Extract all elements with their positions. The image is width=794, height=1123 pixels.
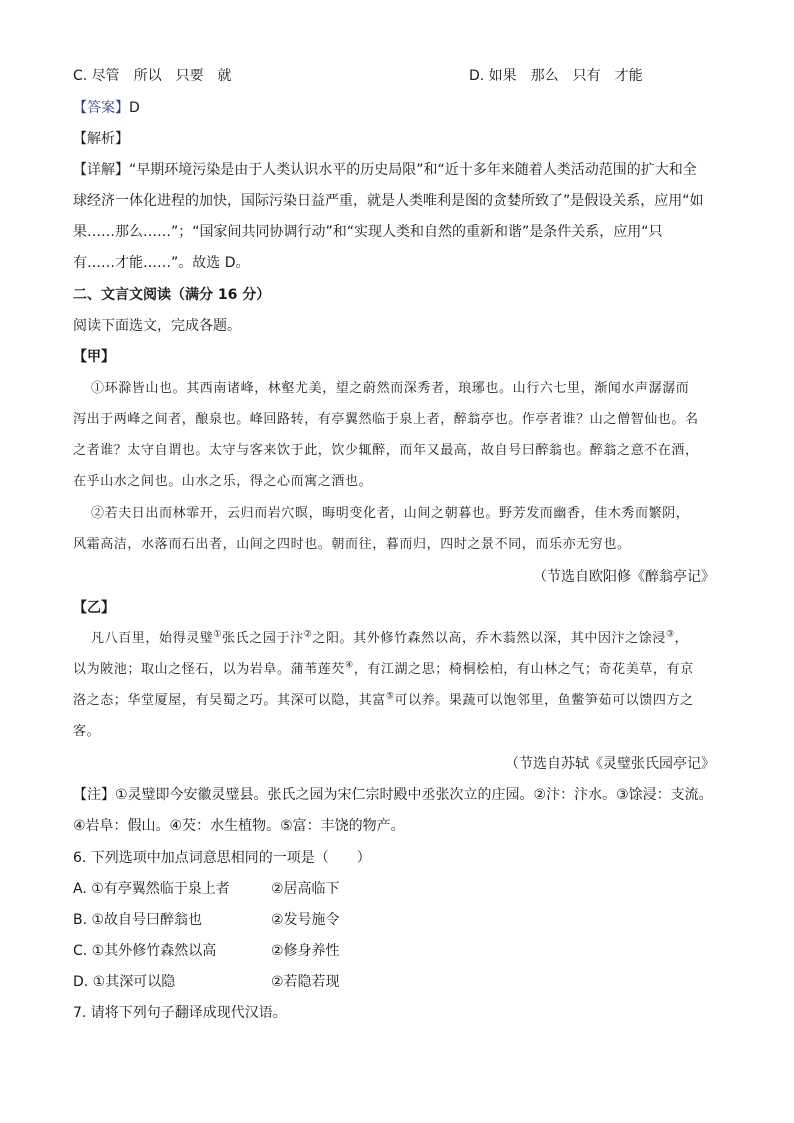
passage-yi-label: 【乙】 — [73, 600, 115, 616]
q6-stem: 6. 下列选项中加点词意思相同的一项是（ ） — [73, 850, 371, 866]
q6-option-a-part1: A. ①有亭翼然临于泉上者 — [73, 881, 230, 897]
jia-para2-line2: 风霜高洁，水落而石出者，山间之四时也。朝而往，暮而归，四时之景不同，而乐亦无穷也。 — [73, 537, 631, 552]
q6-option-b-part2: ②发号施令 — [271, 912, 340, 928]
yi-line4: 客。 — [73, 724, 101, 739]
q5-option-d: D. 如果 那么 只有 才能 — [469, 68, 643, 84]
yi-line1-b: 张氏之园于汴 — [222, 631, 304, 646]
yi-line1-a: 凡八百里，始得灵璧 — [91, 631, 214, 646]
jia-source: （节选自欧阳修《醉翁亭记》 — [533, 569, 715, 585]
q6-option-d — [73, 972, 723, 992]
q6-option-a — [73, 879, 723, 899]
notes-line-2: ④岩阜：假山。④芡：水生植物。⑤富：丰饶的物产。 — [73, 818, 405, 834]
answer-label: 【答案】 — [73, 100, 129, 116]
yi-line1-d: ， — [674, 631, 689, 646]
q6-option-a-part2: ②居高临下 — [271, 881, 340, 897]
jia-para1-line3: 之者谁？太守自谓也。太守与客来饮于此，饮少辄醉，而年又最高，故自号曰醉翁也。醉翁之意不在酒， — [73, 443, 699, 458]
yi-line3 — [73, 691, 723, 711]
reading-instruction: 阅读下面选文，完成各题。 — [73, 318, 241, 334]
jia-para2-line1: ②若夫日出而林霏开，云归而岩穴暝，晦明变化者，山间之朝暮也。野芳发而幽香，佳木秀而繁阴， — [91, 506, 690, 521]
q5-options-row — [73, 66, 723, 86]
answer-row — [73, 98, 723, 118]
yi-source: （节选自苏轼《灵璧张氏园亭记》 — [505, 756, 715, 772]
yi-line2 — [73, 660, 723, 680]
note-ref-2: ② — [303, 629, 313, 640]
yi-line3-b: 可以养。果蔬可以饱邻里，鱼鳖笋茹可以馈四方之 — [394, 693, 694, 708]
q6-option-c-part1: C. ①其外修竹森然以高 — [73, 943, 217, 959]
yi-line2-b: ，有江湖之思；椅桐桧柏，有山林之气；奇花美草，有京 — [353, 662, 694, 677]
yi-line1-c: 之阳。其外修竹森然以高，乔木蓊然以深，其中因汴之馀浸 — [312, 631, 666, 646]
jia-para1-line1: ①环滁皆山也。其西南诸峰，林壑尤美，望之蔚然而深秀者，琅琊也。山行六七里，渐闻水声潺潺而 — [91, 381, 690, 396]
section-title: 二、文言文阅读（满分 16 分） — [73, 287, 271, 303]
notes-line-1: 【注】①灵璧即今安徽灵璧县。张氏之园为宋仁宗时殿中丞张次立的庄园。②汴：汴水。③馀浸：支流。 — [73, 787, 713, 803]
passage-jia-label: 【甲】 — [73, 349, 115, 365]
q6-option-b — [73, 910, 723, 930]
note-ref-3: ③ — [665, 629, 675, 640]
q6-option-b-part1: B. ①故自号曰醉翁也 — [73, 912, 203, 928]
yi-line3-a: 洛之态；华堂厦屋，有吴蜀之巧。其深可以隐，其富 — [73, 693, 386, 708]
detail-line-2: 球经济一体化进程的加快，国际污染日益严重，就是人类唯利是图的贪婪所致了”是假设关系，应用“如 — [73, 193, 704, 209]
detail-line-4: 有……才能……”。故选 D。 — [73, 255, 250, 271]
yi-line2-a: 以为陂池；取山之怪石，以为岩阜。蒲苇莲芡 — [73, 662, 346, 677]
answer-value: D — [129, 100, 140, 116]
q6-option-d-part1: D. ①其深可以隐 — [73, 974, 176, 990]
q7-stem: 7. 请将下列句子翻译成现代汉语。 — [73, 1005, 287, 1021]
q6-option-c — [73, 941, 723, 961]
note-ref-5: ⑤ — [385, 691, 395, 702]
q6-option-d-part2: ②若隐若现 — [271, 974, 340, 990]
note-ref-1: ① — [213, 629, 223, 640]
jia-para1-line4: 在乎山水之间也。山水之乐，得之心而寓之酒也。 — [73, 474, 373, 489]
note-ref-4: ④ — [345, 660, 354, 671]
jia-para1-line2: 泻出于两峰之间者，酿泉也。峰回路转，有亭翼然临于泉上者，醉翁亭也。作亭者谁？山之僧智仙也。名 — [73, 412, 699, 427]
detail-line-1: 【详解】“早期环境污染是由于人类认识水平的历史局限”和“近十多年来随着人类活动范围的扩大和全 — [73, 162, 697, 178]
q5-option-c: C. 尽管 所以 只要 就 — [73, 68, 232, 84]
yi-line1 — [91, 629, 741, 649]
q6-option-c-part2: ②修身养性 — [271, 943, 340, 959]
detail-line-3: 果……那么……”；“国家间共同协调行动”和“实现人类和自然的重新和谐”是条件关系，应用“只 — [73, 224, 663, 240]
analysis-label: 【解析】 — [73, 131, 129, 147]
